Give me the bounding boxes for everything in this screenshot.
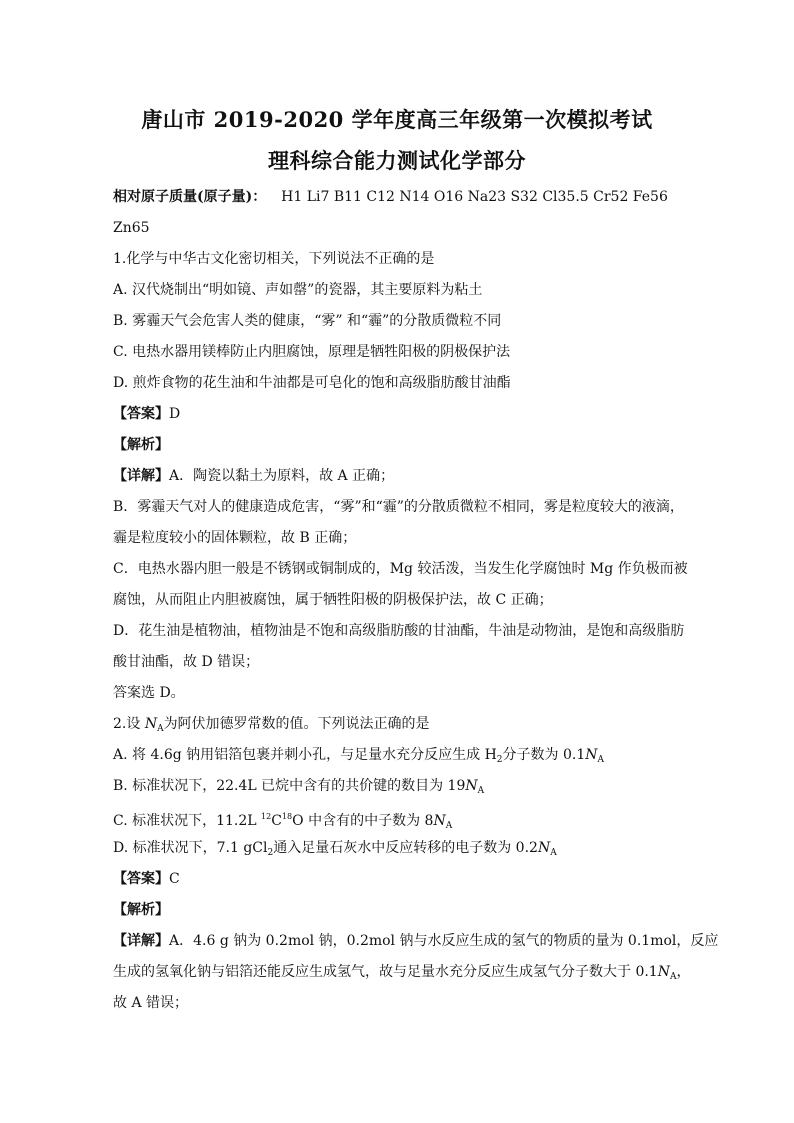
- option-text: C: [271, 813, 282, 829]
- na-symbol: N: [465, 778, 478, 794]
- mg-symbol: Mg: [389, 561, 414, 577]
- atomic-mass-line: [113, 187, 668, 207]
- na-subscript: A: [477, 786, 485, 796]
- detail-text: C．电热水器内胆一般是不锈钢或铜制成的，: [113, 561, 390, 577]
- q1-conclusion: 答案选 D。: [113, 685, 185, 701]
- q2-option-b: [113, 776, 484, 801]
- na-subscript: A: [669, 972, 677, 982]
- q1-detail-d2: 酸甘油酯，故 D 错误；: [113, 654, 260, 670]
- q1-detail-c2: 腐蚀，从而阻止内胆被腐蚀，属于牺牲阳极的阴极保护法，故 C 正确；: [113, 592, 553, 608]
- answer-value: C: [169, 871, 180, 887]
- option-text: 通入足量石灰水中反应转移的电子数为 0.2: [273, 840, 538, 856]
- q2-analysis-tag: 【解析】: [113, 902, 169, 918]
- option-text: A. 将 4.6g 钠用铝箔包裹并刺小孔，与足量水充分反应生成 H: [113, 747, 497, 763]
- subscript: 2: [496, 755, 503, 765]
- atomic-mass-values: H1 Li7 B11 C12 N14 O16 Na23 S32 Cl35.5 Cr52 Fe56: [281, 189, 668, 205]
- option-text: D. 标准状况下，7.1 gCl: [113, 840, 268, 856]
- q1-option-b: B. 雾霾天气会危害人类的健康，“雾” 和“霾”的分散质微粒不同: [113, 313, 502, 329]
- detail-text: A．4.6 g 钠为 0.2mol 钠，0.2mol 钠与水反应生成的氢气的物质的量为 0.1mol，反应: [169, 933, 719, 949]
- q1-stem: 1.化学与中华古文化密切相关，下列说法不正确的是: [113, 251, 435, 267]
- q1-detail-d1: D．花生油是植物油，植物油是不饱和高级脂肪酸的甘油酯，牛油是动物油，是饱和高级脂肪: [113, 623, 685, 639]
- detail-text: A．陶瓷以黏土为原料，故 A 正确；: [169, 468, 395, 484]
- q2-option-c: [113, 807, 452, 836]
- detail-text: 较活泼，当发生化学腐蚀时: [413, 561, 590, 577]
- detail-tag: 【详解】: [113, 468, 169, 484]
- q1-detail-c1: [113, 559, 688, 579]
- q1-answer: [113, 404, 180, 424]
- q2-option-d: [113, 838, 557, 863]
- option-text: O 中含有的中子数为 8: [292, 813, 434, 829]
- q2-stem: [113, 714, 430, 739]
- stem-text: 为阿伏加德罗常数的值。下列说法正确的是: [163, 716, 430, 732]
- q1-analysis-tag: 【解析】: [113, 437, 169, 453]
- stem-text: 2.设: [113, 716, 145, 732]
- q2-option-a: [113, 745, 604, 770]
- q1-option-d: D. 煎炸食物的花生油和牛油都是可皂化的饱和高级脂肪酸甘油酯: [113, 375, 511, 391]
- na-subscript: A: [445, 821, 453, 831]
- na-symbol: N: [144, 716, 158, 732]
- q1-detail-b1: B．雾霾天气对人的健康造成危害，“雾”和“霾”的分散质微粒不相同，雾是粒度较大的液滴，: [113, 499, 684, 515]
- q1-option-c: C. 电热水器用镁棒防止内胆腐蚀，原理是牺牲阳极的阴极保护法: [113, 344, 511, 360]
- detail-text: ，: [676, 964, 691, 980]
- q1-detail-a: [113, 466, 394, 486]
- page-title: 唐山市 2019-2020 学年度高三年级第一次模拟考试: [141, 107, 653, 132]
- atomic-mass-label: 相对原子质量(原子量)：: [113, 189, 267, 205]
- detail-tag: 【详解】: [113, 933, 169, 949]
- na-symbol: N: [537, 840, 551, 856]
- q1-option-a: A. 汉代烧制出“明如镜、声如罄”的瓷器，其主要原料为粘土: [113, 282, 483, 298]
- page-subtitle: 理科综合能力测试化学部分: [268, 148, 526, 173]
- na-symbol: N: [585, 747, 598, 763]
- superscript: 12: [261, 812, 272, 821]
- option-text: 分子数为 0.1: [502, 747, 586, 763]
- answer-value: D: [169, 406, 181, 422]
- q2-answer: [113, 869, 180, 889]
- na-symbol: N: [433, 813, 446, 829]
- detail-text: 生成的氢氧化钠与铝箔还能反应生成氢气，故与足量水充分反应生成氢气分子数大于 0.1: [113, 964, 658, 980]
- q2-detail-a2: [113, 962, 690, 987]
- option-text: B. 标准状况下，22.4L 已烷中含有的共价键的数目为 19: [113, 778, 466, 794]
- mg-symbol: Mg: [589, 561, 614, 577]
- q2-detail-a3: 故 A 错误；: [113, 995, 189, 1011]
- option-text: C. 标准状况下，11.2L: [113, 813, 262, 829]
- na-subscript: A: [550, 848, 557, 858]
- q1-detail-b2: 霾是粒度较小的固体颗粒，故 B 正确；: [113, 530, 357, 546]
- na-subscript: A: [157, 724, 164, 734]
- answer-tag: 【答案】: [113, 406, 169, 422]
- q2-detail-a1: [113, 931, 718, 951]
- na-subscript: A: [597, 755, 604, 765]
- superscript: 18: [281, 812, 293, 821]
- subscript: 2: [267, 848, 274, 858]
- answer-tag: 【答案】: [113, 871, 169, 887]
- na-symbol: N: [657, 964, 670, 980]
- detail-text: 作负极而被: [613, 561, 688, 577]
- atomic-mass-values-cont: Zn65: [113, 220, 150, 236]
